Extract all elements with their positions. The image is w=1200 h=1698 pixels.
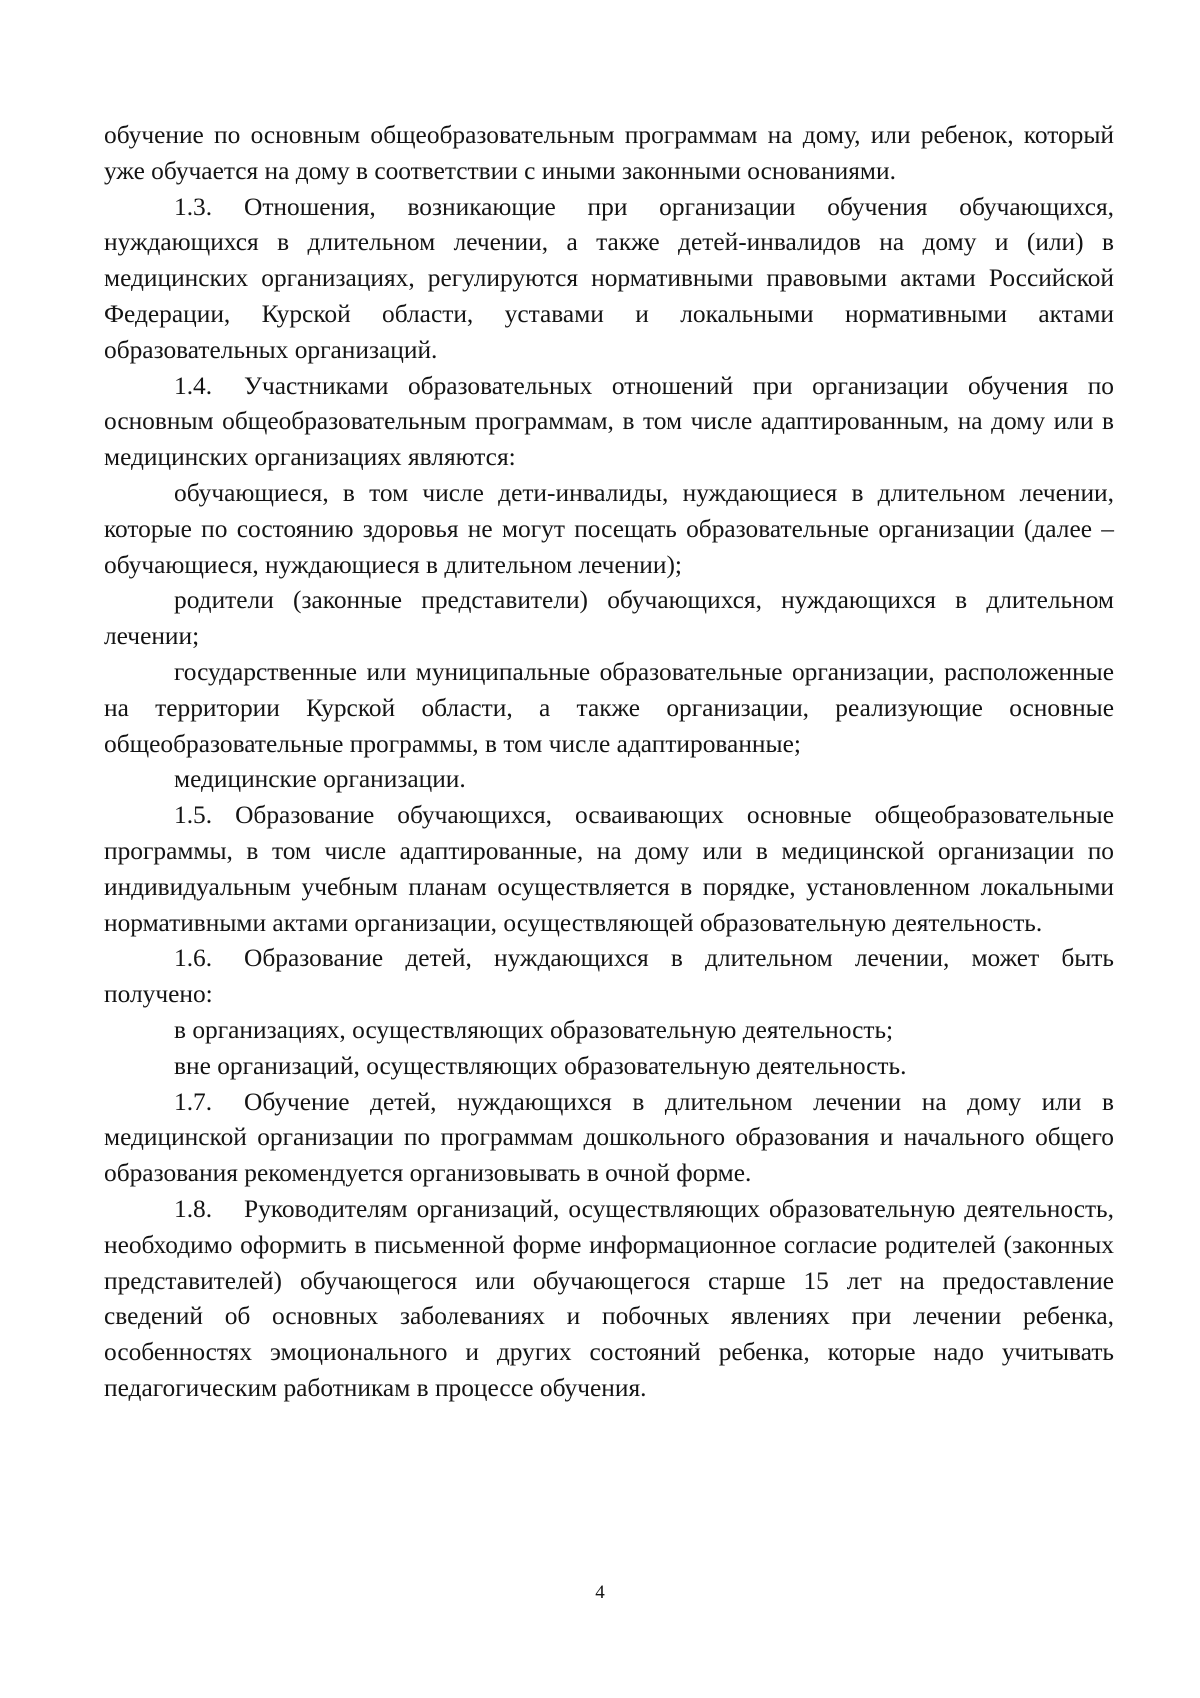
paragraph-number: 1.3. <box>174 192 213 221</box>
paragraph-number: 1.8. <box>174 1194 213 1223</box>
list-item-students <box>104 476 1114 583</box>
paragraph-text: Обучение детей, нуждающихся в длительном лечении на дому или в медицинской организации по программам дошкольного образования и начального общего образования рекомендуется организовывать в очной форме. <box>104 1087 1114 1188</box>
list-item-medical <box>104 762 1114 798</box>
list-item-outside-organizations <box>104 1049 1114 1085</box>
paragraph-text: Образование обучающихся, осваивающих основные общеобразовательные программы, в том числе адаптированные, на дому или в медицинской организации по индивидуальным учебным планам осуществляется в порядке, установленном локальными нормативными актами организации, осуществляющей образовательную деятельность. <box>104 801 1114 937</box>
paragraph-1-6 <box>104 941 1114 1013</box>
paragraph-number: 1.7. <box>174 1087 213 1116</box>
list-item-in-organizations <box>104 1013 1114 1049</box>
paragraph-text: обучение по основным общеобразовательным программам на дому, или ребенок, который уже обучается на дому в соответствии с иными законными основаниями. <box>104 121 1114 185</box>
paragraph-text: Участниками образовательных отношений при организации обучения по основным общеобразовательным программам, в том числе адаптированным, на дому или в медицинских организациях являются: <box>104 371 1114 472</box>
paragraph-text: родители (законные представители) обучающихся, нуждающихся в длительном лечении; <box>104 586 1114 651</box>
paragraph-text: государственные или муниципальные образовательные организации, расположенные на территории Курской области, а также организации, реализующие основные общеобразовательные программы, в том числе адаптированные; <box>104 657 1114 758</box>
paragraph-continuation <box>104 118 1114 190</box>
paragraph-text: Образование детей, нуждающихся в длительном лечении, может быть получено: <box>104 944 1114 1009</box>
paragraph-1-3 <box>104 190 1114 369</box>
paragraph-text: вне организаций, осуществляющих образовательную деятельность. <box>174 1051 907 1080</box>
paragraph-1-7 <box>104 1085 1114 1192</box>
paragraph-text: Руководителям организаций, осуществляющих образовательную деятельность, необходимо оформить в письменной форме информационное согласие родителей (законных представителей) обучающегося или обучающегося старше 15 лет на предоставление сведений об основных заболеваниях и побочных явлениях при лечении ребенка, особенностях эмоционального и других состояний ребенка, которые надо учитывать педагогическим работникам в процессе обучения. <box>104 1194 1114 1402</box>
list-item-parents <box>104 583 1114 655</box>
paragraph-1-4 <box>104 369 1114 476</box>
paragraph-text: медицинские организации. <box>174 765 466 794</box>
paragraph-1-5 <box>104 798 1114 941</box>
paragraph-text: обучающиеся, в том числе дети-инвалиды, нуждающиеся в длительном лечении, которые по состоянию здоровья не могут посещать образовательные организации (далее – обучающиеся, нуждающиеся в длительном лечении); <box>104 478 1114 579</box>
paragraph-text: в организациях, осуществляющих образовательную деятельность; <box>174 1015 894 1044</box>
paragraph-number: 1.6. <box>174 944 213 973</box>
page-number: 4 <box>595 1582 605 1603</box>
paragraph-number: 1.4. <box>174 371 213 400</box>
list-item-organizations <box>104 655 1114 762</box>
paragraph-1-8 <box>104 1192 1114 1407</box>
document-body <box>104 118 1114 1407</box>
paragraph-text: Отношения, возникающие при организации обучения обучающихся, нуждающихся в длительном лечении, а также детей-инвалидов на дому и (или) в медицинских организациях, регулируются нормативными правовыми актами Российской Федерации, Курской области, уставами и локальными нормативными актами образовательных организаций. <box>104 192 1114 364</box>
paragraph-number: 1.5. <box>174 801 213 830</box>
